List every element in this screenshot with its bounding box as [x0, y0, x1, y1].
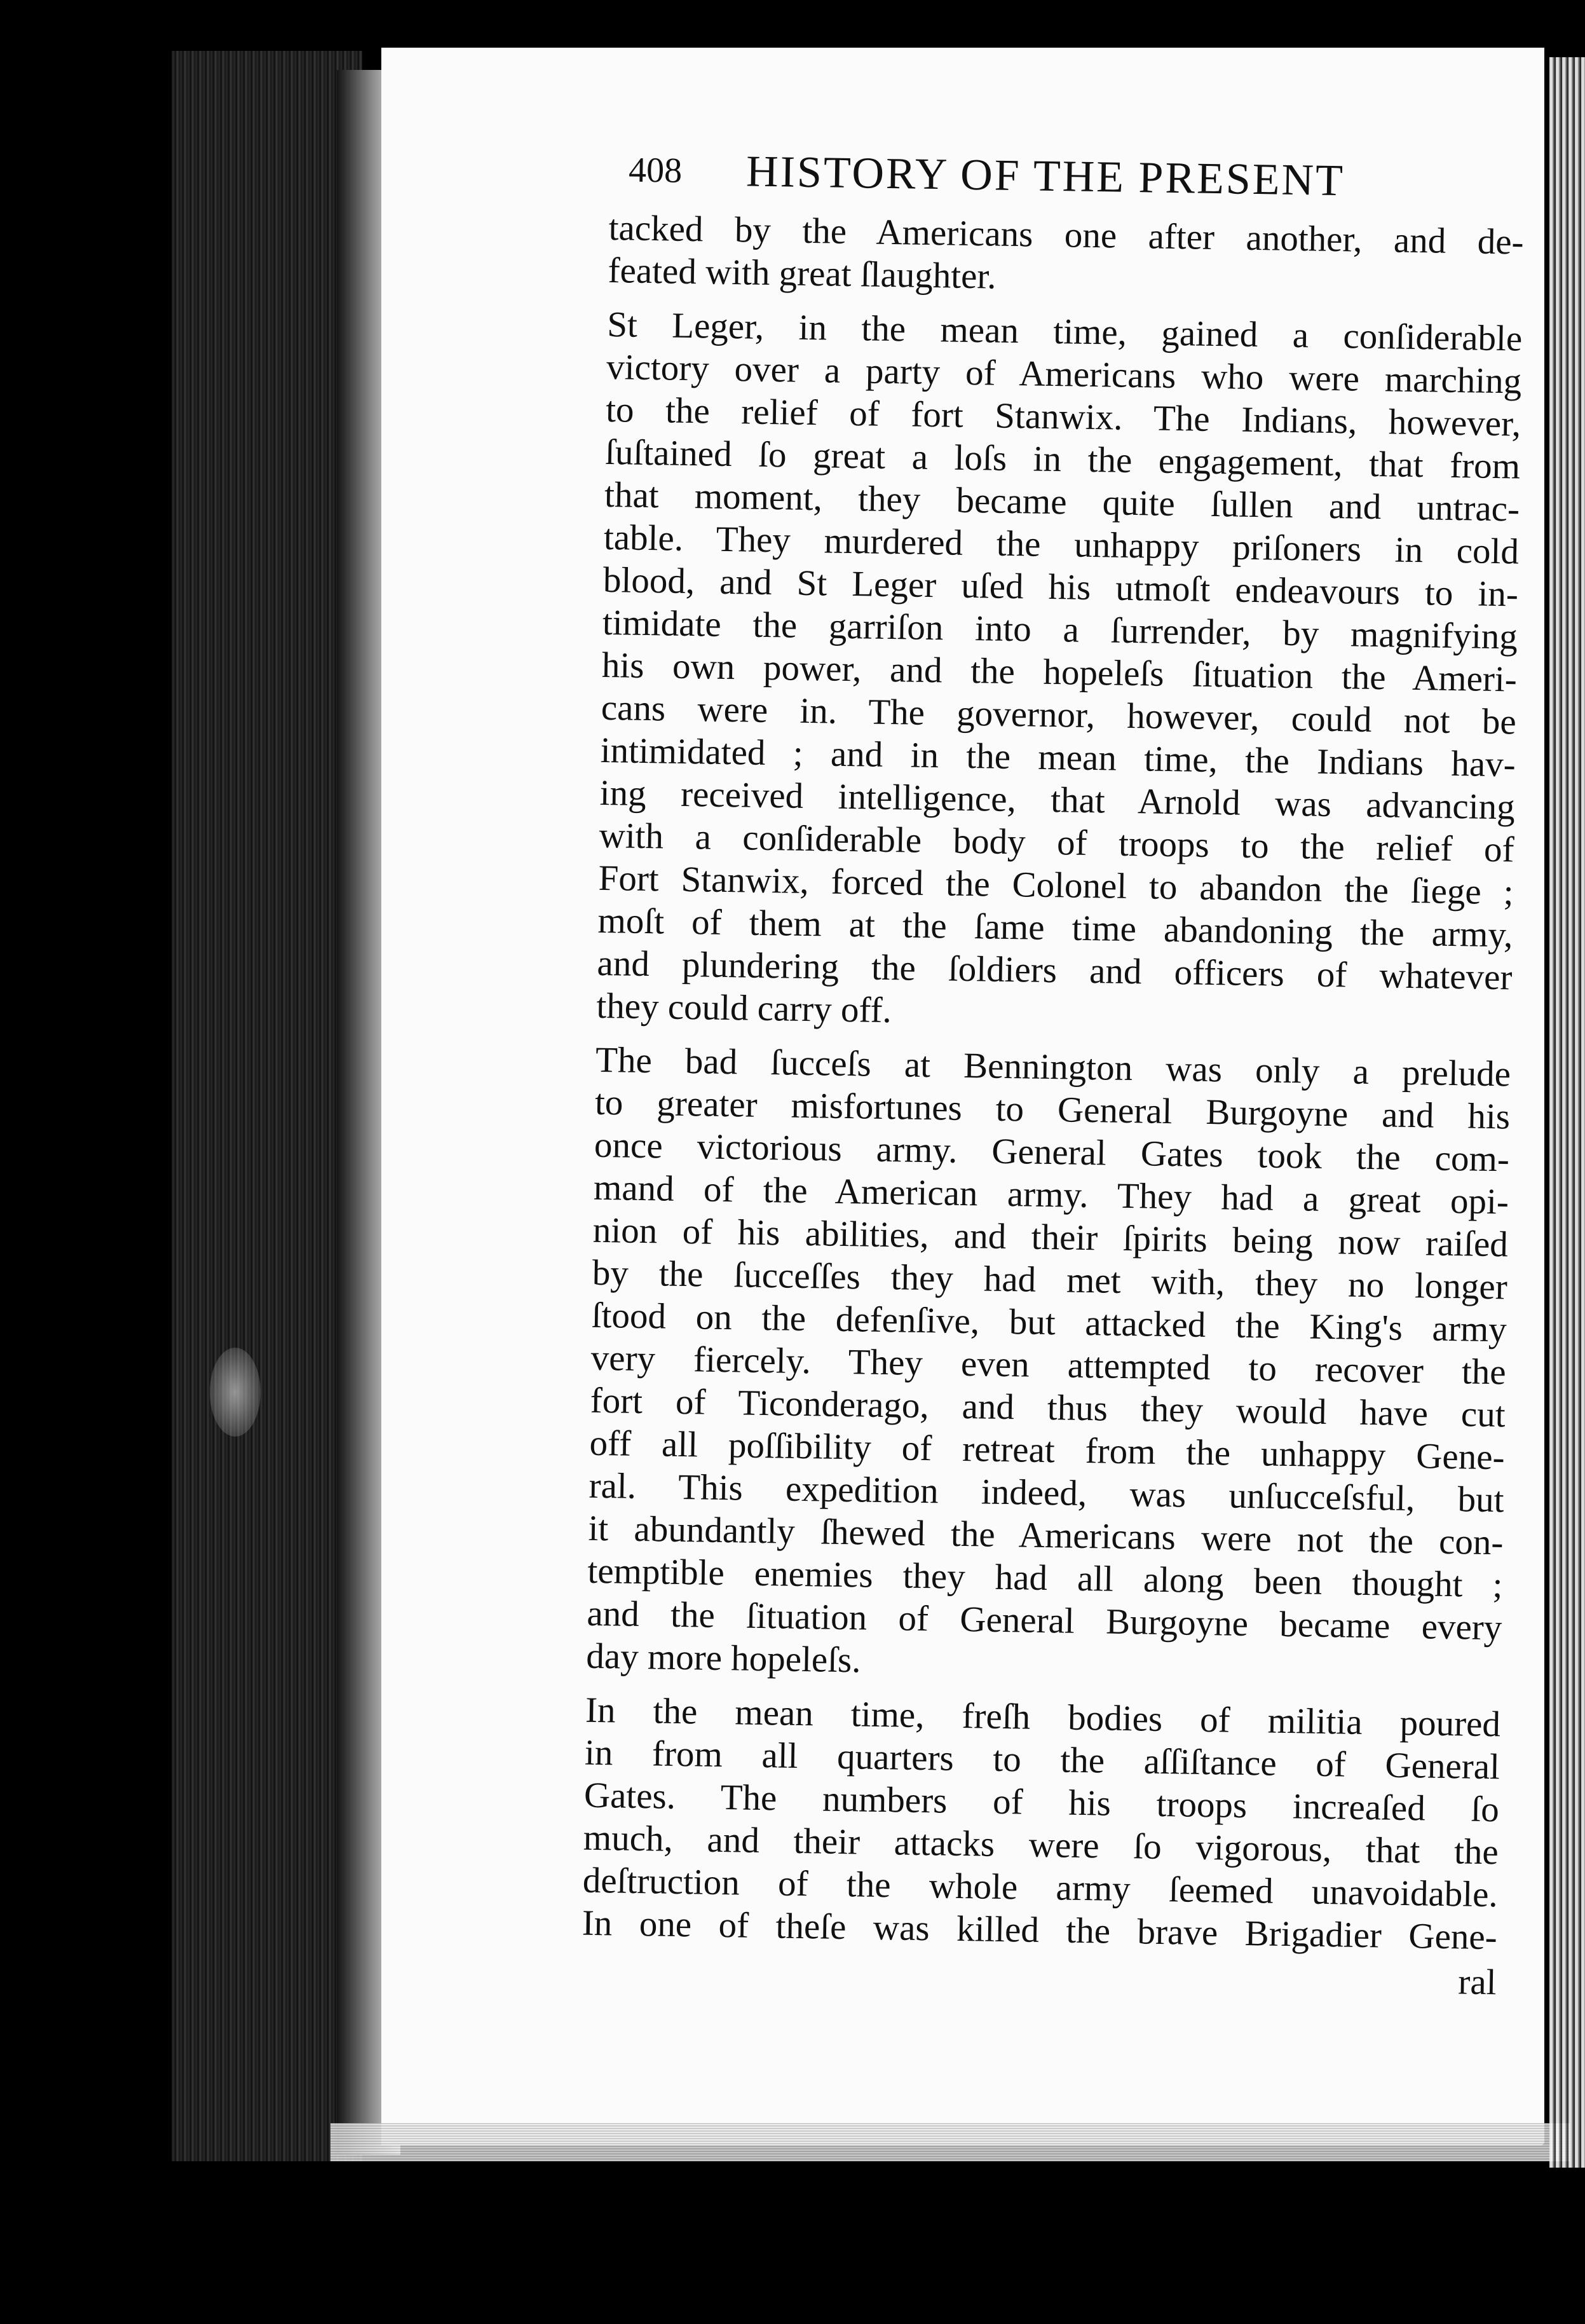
text-line: In one of theſe was killed the brave Brigadier Gene-: [582, 1903, 1498, 1958]
text-line: once victorious army. General Gates took the com-: [594, 1124, 1510, 1180]
paragraph: [608, 207, 1524, 306]
text-line: In the mean time, freſh bodies of militia poured: [585, 1690, 1501, 1745]
text-line: moſt of them at the ſame time abandoning the army,: [597, 900, 1513, 955]
text-line: to the relief of fort Stanwix. The Indians, however,: [605, 389, 1521, 444]
text-line: with a conſiderable body of troops to the relief of: [599, 815, 1515, 870]
page-number: 408: [628, 150, 683, 191]
text-line: in from all quarters to the aſſiſtance of General: [584, 1732, 1500, 1787]
text-line: nion of his abilities, and their ſpirits being now raiſed: [592, 1210, 1509, 1265]
text-line: cans were in. The governor, however, could not be: [601, 687, 1517, 742]
text-line: ral. This expedition indeed, was unſucceſsful, but: [588, 1465, 1504, 1521]
text-line: fort of Ticonderago, and thus they would have cut: [590, 1380, 1506, 1435]
running-head: [628, 137, 1392, 219]
text-line: day more hopeleſs.: [585, 1636, 862, 1681]
catchword: ral: [1457, 1962, 1497, 2003]
text-line: it abundantly ſhewed the Americans were not the con-: [588, 1508, 1504, 1563]
text-line: that moment, they became quite ſullen and untrac-: [604, 474, 1520, 530]
text-line: timidate the garriſon into a ſurrender, by magnifying: [602, 602, 1518, 657]
text-line: St Leger, in the mean time, gained a conſiderable: [606, 304, 1523, 359]
text-line: much, and their attacks were ſo vigorous, that the: [583, 1817, 1499, 1873]
text-line: very fiercely. They even attempted to recover the: [590, 1337, 1507, 1393]
text-line: ſtood on the defenſive, but attacked the King's army: [591, 1295, 1507, 1350]
text-line: ſuſtained ſo great a loſs in the engagement, that from: [604, 432, 1521, 487]
running-title: HISTORY OF THE PRESENT: [745, 147, 1345, 206]
text-block: [581, 137, 1525, 2004]
text-line: and the ſituation of General Burgoyne became every: [587, 1593, 1502, 1648]
text-line: Fort Stanwix, forced the Colonel to abandon the ſiege ;: [598, 858, 1514, 913]
next-page-edge: [1549, 57, 1585, 2168]
text-line: to greater misfortunes to General Burgoyne and his: [594, 1082, 1511, 1137]
paragraph: [596, 303, 1523, 1041]
text-line: his own power, and the hopeleſs ſituation the Ameri-: [601, 645, 1518, 700]
page-bottom-edge: [330, 2123, 1570, 2161]
body-text: [582, 207, 1524, 1958]
text-line: intimidated ; and in the mean time, the Indians hav-: [600, 730, 1516, 785]
text-line: by the ſucceſſes they had met with, they no longer: [592, 1252, 1508, 1308]
paragraph: [586, 1039, 1511, 1692]
text-line: table. They murdered the unhappy priſoners in cold: [603, 517, 1520, 572]
text-line: off all poſſibility of retreat from the unhappy Gene-: [589, 1423, 1506, 1478]
text-line: Gates. The numbers of his troops increaſed ſo: [583, 1775, 1500, 1830]
book-edge: [172, 51, 362, 2161]
text-line: tacked by the Americans one after another, and de-: [608, 207, 1525, 263]
text-line: they could carry off.: [596, 985, 892, 1031]
text-line: deſtruction of the whole army ſeemed unavoidable.: [582, 1860, 1499, 1915]
text-line: blood, and St Leger uſed his utmoſt endeavours to in-: [602, 559, 1519, 615]
scan-glare: [210, 1348, 261, 1437]
text-line: victory over a party of Americans who were marching: [606, 346, 1522, 402]
text-line: The bad ſucceſs at Bennington was only a prelude: [595, 1039, 1511, 1095]
text-line: temptible enemies they had all along been thought ;: [587, 1550, 1503, 1606]
text-line: ing received intelligence, that Arnold was advancing: [599, 772, 1516, 828]
paragraph: [582, 1689, 1500, 1959]
text-line: and plundering the ſoldiers and officers of whatever: [597, 943, 1513, 998]
text-line: mand of the American army. They had a great opi-: [593, 1167, 1509, 1222]
text-line: feated with great ſlaughter.: [608, 250, 997, 297]
